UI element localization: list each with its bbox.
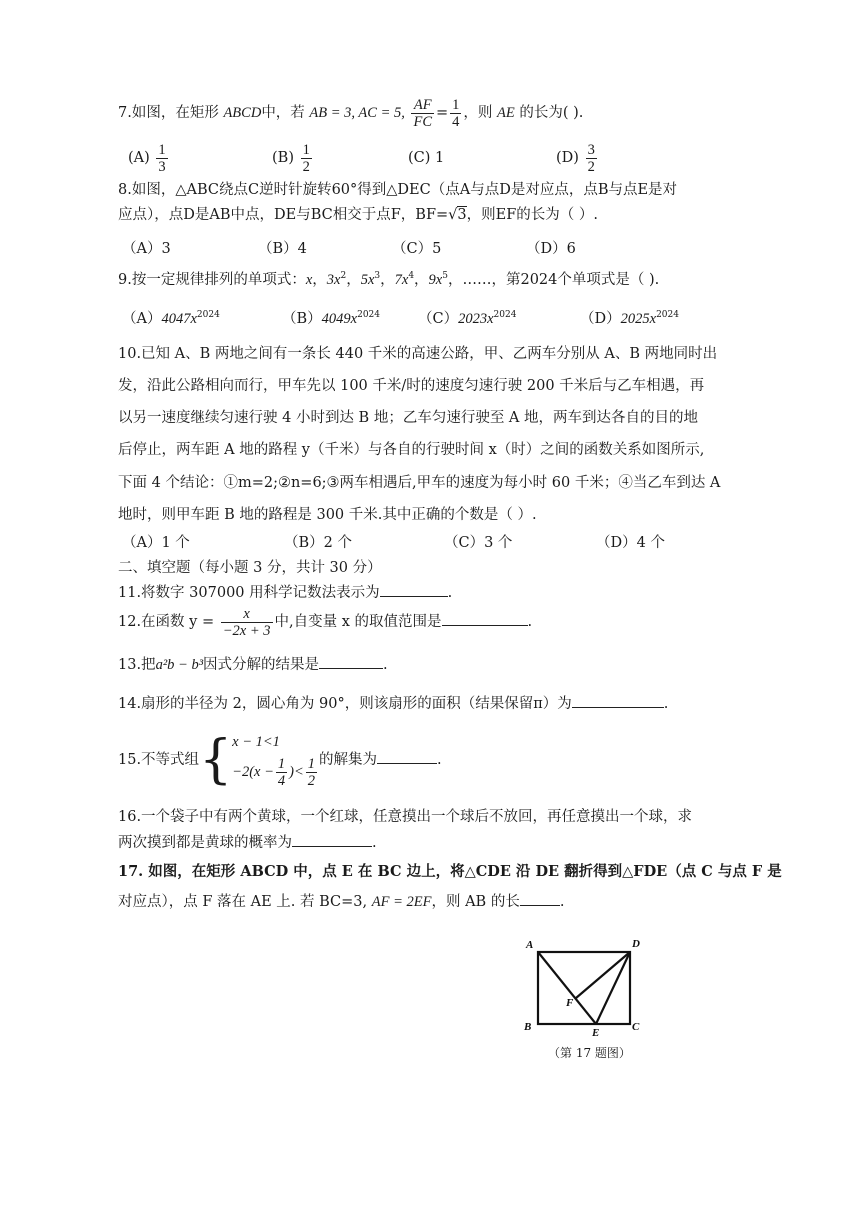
q8-line-2: 应点），点D是AB中点，DE与BC相交于点F，BF=√3，则EF的长为（ ）. (118, 207, 599, 223)
q8-line-1: 8.如图，△ABC绕点C逆时针旋转60°得到△DEC（点A与点D是对应点，点B与点E是对 (118, 182, 678, 198)
q7-option-c: (C) 1 (408, 150, 445, 166)
q9-term-4: 7x (394, 271, 409, 288)
q10-line-5: 下面 4 个结论：①m=2;②n=6;③两车相遇后,甲车的速度为每小时 60 千米；④当乙车到达 A (118, 475, 721, 491)
q10-option-c: （C）3 个 (444, 535, 513, 551)
q14-answer-blank[interactable] (572, 693, 664, 708)
q17-line-1: 17. 如图，在矩形 ABCD 中，点 E 在 BC 边上，将△CDE 沿 DE 翻折得到△FDE（点 C 与点 F 是 (118, 863, 782, 880)
q15-answer-blank[interactable] (377, 749, 437, 764)
q10-option-a: （A）1 个 (122, 535, 190, 551)
q7-option-d: (D) $\frac{3}{2}$ (556, 141, 595, 175)
q16-line-1: 16.一个袋子中有两个黄球，一个红球，任意摸出一个球后不放回，再任意摸出一个球，求 (118, 809, 693, 825)
q9-term-1: x (305, 271, 313, 288)
q12-answer-blank[interactable] (442, 611, 528, 626)
q13-expression: a²b − b³ (155, 657, 204, 673)
q7-fraction-value: $\frac{1}{4}$ (452, 96, 460, 130)
q17-line-2: 对应点），点 F 落在 AE 上. 若 BC=3, AF = 2EF，则 AB 的长 . (118, 891, 564, 912)
label-f: F (566, 997, 574, 1009)
q7-option-a: (A) $\frac{1}{3}$ (128, 141, 166, 175)
q13: 13.把a²b − b³因式分解的结果是 . (118, 654, 388, 675)
q10-line-4: 后停止，两车距 A 地的路程 y（千米）与各自的行驶时间 x（时）之间的函数关系如图所示, (118, 442, 705, 458)
figure-lines (538, 952, 630, 1024)
label-a: A (526, 939, 534, 951)
label-b: B (524, 1021, 532, 1033)
q7-segment: AE (497, 105, 515, 121)
q7-text-d: 的长为( ). (519, 105, 584, 121)
segment-de (596, 952, 630, 1024)
q10-option-b: （B）2 个 (284, 535, 352, 551)
q10-option-d: （D）4 个 (596, 535, 665, 551)
q11-answer-blank[interactable] (380, 582, 448, 597)
q12: 12.在函数 y = $\frac{x}{-2x + 3}$ 中,自变量 x 的取值范围是 . (118, 605, 533, 639)
q17-answer-blank[interactable] (520, 891, 560, 906)
q9-option-b: $(B)4049x^{2024}$ (282, 310, 380, 327)
section-heading: 二、填空题（每小题 3 分，共计 30 分） (118, 560, 382, 576)
q9-option-a: $(A)4047x^{2024}$ (122, 310, 220, 327)
q8-option-b: （B）4 (258, 241, 307, 257)
q7-rect-name: ABCD (223, 105, 262, 121)
q7-equals: = (436, 105, 449, 121)
q17-math: AF = 2EF (371, 894, 432, 910)
q8-option-a: （A）3 (122, 241, 171, 257)
q7-text-c: ，则 (463, 105, 493, 121)
q10-line-2: 发，沿此公路相向而行，甲车先以 100 千米/时的速度匀速行驶 200 千米后与乙车相遇，再 (118, 378, 705, 394)
label-c: C (632, 1021, 640, 1033)
q11: 11.将数字 307000 用科学记数法表示为 . (118, 582, 452, 603)
q8-option-d: （D）6 (526, 241, 576, 257)
q9-option-c: $(C)2023x^{2024}$ (418, 310, 517, 327)
q10-line-6: 地时，则甲车距 B 地的路程是 300 千米.其中正确的个数是（ ）. (118, 507, 537, 523)
q7-stem (118, 93, 583, 133)
q7-number: 7. (118, 105, 132, 121)
q10-line-3: 以另一速度继续匀速行驶 4 小时到达 B 地；乙车匀速行驶至 A 地，两车到达各自的目的地 (118, 410, 699, 426)
label-d: D (632, 938, 640, 950)
q7-text-b: 中，若 (261, 105, 305, 121)
q9-option-d: $(D)2025x^{2024}$ (580, 310, 679, 327)
q12-fraction: $\frac{x}{-2x + 3}$ (222, 605, 271, 639)
q16-line-2: 两次摸到都是黄球的概率为 . (118, 832, 377, 853)
q10-line-1: 10.已知 A、B 两地之间有一条长 440 千米的高速公路，甲、乙两车分别从 A、B 两地同时出 (118, 346, 718, 362)
sqrt-icon: √ (448, 207, 458, 223)
q9-term-3: 5x (360, 271, 375, 288)
q9-term-5: 9x (428, 271, 443, 288)
label-e: E (592, 1027, 600, 1039)
q7-fraction-af-fc: $\frac{AF}{FC}$ (413, 96, 432, 130)
brace-icon: { (199, 730, 233, 790)
q13-answer-blank[interactable] (319, 654, 383, 669)
q16-answer-blank[interactable] (292, 832, 372, 847)
q15-system: x − 1<1 −2(x − $\frac{1}{4}$ )< $\frac{1}{2}$ (232, 734, 315, 790)
q14: 14.扇形的半径为 2，圆心角为 90°，则该扇形的面积（结果保留π）为 . (118, 693, 668, 714)
q7-condition: AB = 3, AC = 5, (309, 105, 405, 121)
segment-df (576, 952, 630, 998)
q7-text-a: 如图，在矩形 (131, 105, 219, 121)
q8-option-c: （C）5 (392, 241, 442, 257)
q15: 15.不等式组{ x − 1<1 −2(x − $\frac{1}{4}$ )< $\frac{1}{2}$ 的解集为 . (118, 730, 442, 790)
q9-stem: 9.按一定规律排列的单项式：x，$3x^2$，$5x^3$，$7x^4$，$9x^5$，……，第2024个单项式是（ ). (118, 271, 660, 288)
q7-option-b: (B) $\frac{1}{2}$ (272, 141, 310, 175)
figure-caption: （第 17 题图） (548, 1046, 631, 1060)
q9-term-2: 3x (326, 271, 341, 288)
